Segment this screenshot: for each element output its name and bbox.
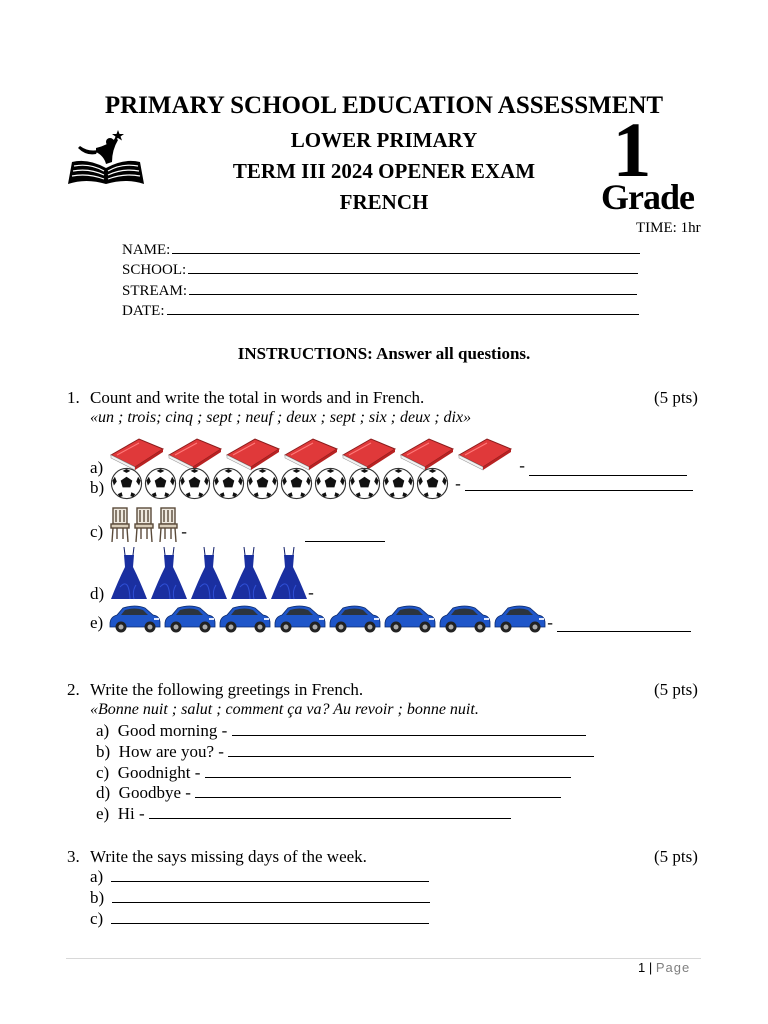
question-2e [96, 804, 511, 824]
cars-group [107, 602, 547, 635]
page-separator: | [648, 960, 653, 975]
dress-icon [110, 547, 148, 601]
question-2-number: 2. [67, 680, 80, 699]
football-icon [246, 467, 279, 500]
option-label: c) [90, 522, 104, 541]
name-field[interactable] [122, 241, 640, 259]
name-field-label: NAME: [122, 242, 171, 258]
chairs-group [109, 506, 179, 544]
football-icon [348, 467, 381, 500]
name-field-line[interactable] [172, 241, 640, 254]
question-1e-row: e) - [90, 602, 691, 635]
book-icon [341, 435, 397, 471]
question-1c-row: c) - [90, 506, 385, 544]
svg-text:1: 1 [612, 116, 652, 182]
answer-line-1b[interactable] [465, 476, 693, 491]
question-1a-row: a) - [90, 428, 687, 478]
car-icon [382, 602, 437, 635]
football-icon [416, 467, 449, 500]
answer-line-2c[interactable] [205, 763, 571, 778]
footer-divider [66, 958, 701, 959]
question-3-number: 3. [67, 847, 80, 866]
chair-icon [157, 506, 179, 544]
question-2-points: (5 pts) [654, 680, 698, 699]
school-field-line[interactable] [188, 261, 638, 274]
stream-field-label: STREAM: [122, 283, 188, 299]
football-icon [212, 467, 245, 500]
option-label: e) [96, 804, 110, 823]
question-2-hint: «Bonne nuit ; salut ; comment ça va? Au revoir ; bonne nuit. [90, 701, 479, 718]
car-icon [107, 602, 162, 635]
option-label: e) [90, 612, 104, 632]
question-3b [90, 888, 430, 908]
date-field-label: DATE: [122, 303, 165, 319]
question-3c [90, 909, 429, 929]
question-1-number: 1. [67, 388, 80, 407]
book-icon [283, 435, 339, 471]
books-group [109, 435, 513, 471]
answer-line-3a[interactable] [111, 867, 429, 882]
answer-line-2e[interactable] [149, 804, 511, 819]
book-icon [109, 435, 165, 471]
question-1d-row: d) - [90, 544, 314, 604]
football-icon [314, 467, 347, 500]
page-number: 1 [638, 960, 646, 975]
dress-icon [230, 547, 268, 601]
option-label: a) [96, 721, 110, 740]
question-2c [96, 763, 571, 783]
dress-icon [190, 547, 228, 601]
greeting-prompt: Hi - [117, 804, 145, 823]
question-1-points: (5 pts) [654, 388, 698, 407]
answer-line-2d[interactable] [195, 783, 561, 798]
exam-level: LOWER PRIMARY [290, 128, 478, 152]
book-icon [457, 435, 513, 471]
option-label: a) [90, 867, 104, 886]
option-label: c) [90, 909, 104, 928]
car-icon [217, 602, 272, 635]
car-icon [437, 602, 492, 635]
question-2d [96, 783, 561, 803]
exam-subject: FRENCH [339, 190, 429, 214]
option-label: a) [90, 458, 104, 477]
dress-icon [270, 547, 308, 601]
question-2a [96, 721, 586, 741]
book-icon [167, 435, 223, 471]
school-field[interactable] [122, 261, 638, 279]
page-word: Page [655, 960, 691, 975]
date-field-line[interactable] [167, 302, 639, 315]
chair-icon [133, 506, 155, 544]
option-label: b) [90, 888, 105, 907]
answer-line-1c[interactable] [305, 527, 385, 542]
greeting-prompt: How are you? - [118, 742, 224, 761]
grade-number-one [602, 116, 662, 182]
exam-title: PRIMARY SCHOOL EDUCATION ASSESSMENT [104, 92, 664, 119]
question-1-hint: «un ; trois; cinq ; sept ; neuf ; deux ; sept ; six ; deux ; dix» [90, 409, 472, 426]
greeting-prompt: Good morning - [117, 721, 228, 740]
chair-icon [109, 506, 131, 544]
book-icon [399, 435, 455, 471]
answer-line-3b[interactable] [112, 888, 430, 903]
answer-line-2a[interactable] [232, 721, 586, 736]
football-icon [144, 467, 177, 500]
school-field-label: SCHOOL: [122, 262, 187, 278]
question-1b-row: b) - [90, 467, 693, 500]
football-icon [382, 467, 415, 500]
school-book-logo-icon [66, 128, 146, 188]
greeting-prompt: Goodbye - [118, 783, 191, 802]
football-icon [178, 467, 211, 500]
dress-icon [150, 547, 188, 601]
football-icon [110, 467, 143, 500]
car-icon [272, 602, 327, 635]
option-label: d) [96, 783, 111, 802]
exam-term: TERM III 2024 OPENER EXAM [232, 159, 536, 183]
stream-field[interactable] [122, 282, 637, 300]
football-icon [280, 467, 313, 500]
car-icon [492, 602, 547, 635]
dresses-group [110, 547, 308, 601]
page-footer [638, 960, 690, 975]
answer-line-1e[interactable] [557, 617, 691, 632]
footballs-group [110, 467, 449, 500]
option-label: d) [90, 584, 105, 603]
question-3a [90, 867, 429, 887]
stream-field-line[interactable] [189, 282, 637, 295]
answer-line-3c[interactable] [111, 909, 429, 924]
option-label: b) [96, 742, 111, 761]
greeting-prompt: Goodnight - [117, 763, 201, 782]
question-2b [96, 742, 594, 762]
exam-time: TIME: 1hr [636, 220, 701, 236]
question-1-text: Count and write the total in words and in French. [90, 388, 425, 407]
book-icon [225, 435, 281, 471]
question-3-points: (5 pts) [654, 847, 698, 866]
question-3-text: Write the says missing days of the week. [90, 847, 367, 866]
option-label: b) [90, 477, 105, 497]
grade-label: Grade [601, 177, 694, 217]
answer-line-2b[interactable] [228, 742, 594, 757]
instructions: INSTRUCTIONS: Answer all questions. [237, 344, 531, 363]
car-icon [327, 602, 382, 635]
question-2-text: Write the following greetings in French. [90, 680, 364, 699]
car-icon [162, 602, 217, 635]
option-label: c) [96, 763, 110, 782]
date-field[interactable] [122, 302, 639, 320]
